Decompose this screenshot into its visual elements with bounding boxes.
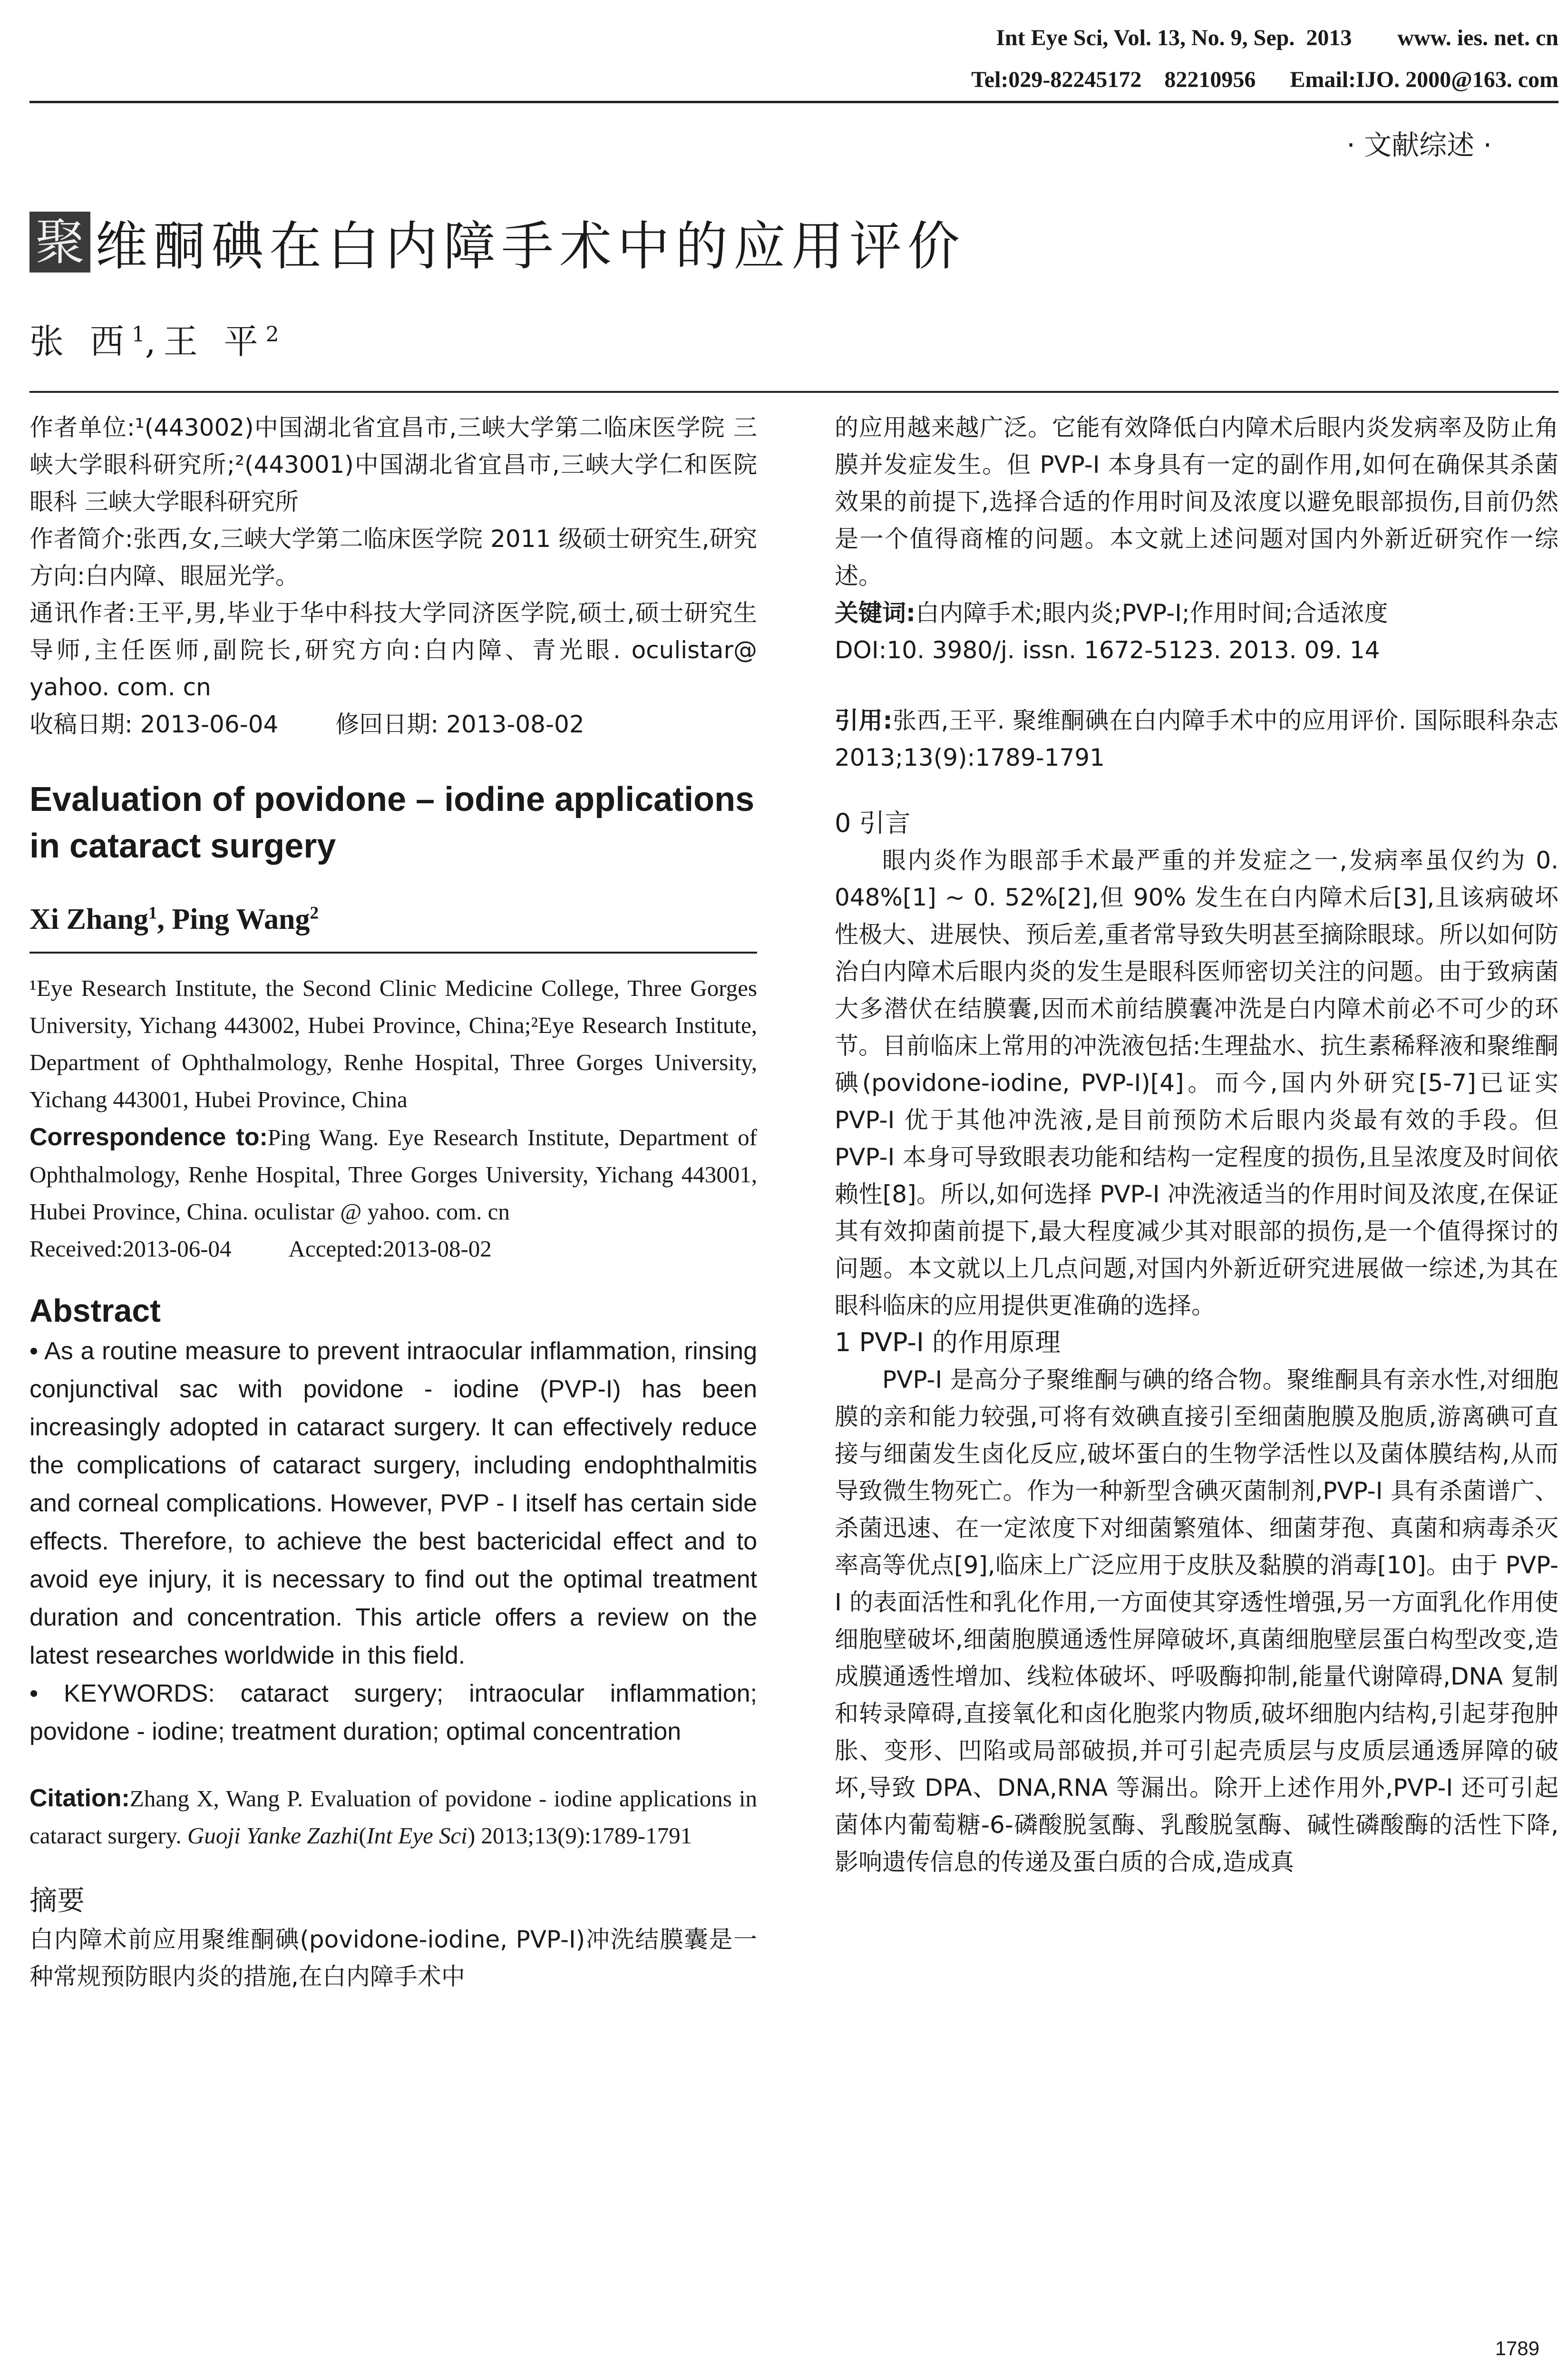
citation: Citation:Zhang X, Wang P. Evaluation of povidone - iodine applications in cataract surgery. Guoji Yanke Zazhi(Int Eye Sci) 2013;13(9):1789-1791: [29, 1784, 757, 1849]
author-en-1-sup: 1: [148, 903, 157, 923]
accepted-date-en: Accepted:2013-08-02: [288, 1236, 492, 1262]
citation-text: Zhang X, Wang P. Evaluation of povidone - iodine applications in cataract surgery.: [29, 1785, 757, 1849]
dates-zh: [29, 706, 757, 743]
dates-en: [29, 1230, 757, 1267]
article-title: [29, 205, 965, 280]
citation-tail: 2013;13(9):1789-1791: [481, 1822, 692, 1849]
page-number: 1789: [1495, 2337, 1539, 2359]
author-1: 张 西: [29, 321, 132, 361]
author-en-sep: ,: [157, 903, 172, 935]
section-tag: · 文献综述 ·: [1346, 129, 1492, 161]
authors-rule: [29, 391, 1558, 393]
section-0-text: 眼内炎作为眼部手术最严重的并发症之一,发病率虽仅约为 0. 048%[1] ~ 0. 52%[2],但 90% 发生在白内障术后[3],且该病破坏性极大、进展快、预后差,重者常导致失明甚至摘除眼球。所以如何防治白内障术后眼内炎的发生是眼科医师密切关注的问题。由于致病菌大多潜伏在结膜囊,因而术前结膜囊冲洗是白内障术前必不可少的环节。目前临床上常用的冲洗液包括:生理盐水、抗生素稀释液和聚维酮碘(povidone-iodine, PVP-I)[4]。而今,国内外研究[5-7]已证实 PVP-I 优于其他冲洗液,是目前预防术后眼内炎最有效的手段。但 PVP-I 本身可导致眼表功能和结构一定程度的损伤,且呈浓度及时间依赖性[8]。所以,如何选择 PVP-I 冲洗液适当的作用时间及浓度,在保证其有效抑菌前提下,最大程度减少其对眼部的损伤,是一个值得探讨的问题。本文就以上几点问题,对国内外新近研究进展做一综述,为其在眼科临床的应用提供更准确的选择。: [835, 847, 1558, 1319]
cite-zh-label: 引用:: [835, 707, 893, 734]
english-title: Evaluation of povidone – iodine applications in cataract surgery: [29, 780, 755, 865]
abstract-zh-start: 白内障术前应用聚维酮碘(povidone-iodine, PVP-I)冲洗结膜囊是一种常规预防眼内炎的措施,在白内障手术中: [29, 1926, 757, 1990]
doi: DOI:10. 3980/j. issn. 1672-5123. 2013. 09. 14: [835, 636, 1380, 664]
abstract-zh-continued: 的应用越来越广泛。它能有效降低白内障术后眼内炎发病率及防止角膜并发症发生。但 PVP-I 本身具有一定的副作用,如何在确保其杀菌效果的前提下,选择合适的作用时间及浓度以避免眼部损伤,目前仍然是一个值得商榷的问题。本文就上述问题对国内外新近研究作一综述。: [835, 414, 1558, 590]
abstract-text: • As a routine measure to prevent intraocular inflammation, rinsing conjunctival sac with povidone - iodine (PVP-I) has been increasingly adopted in cataract surgery. It can effectively reduce the complications of cataract surgery, including endophthalmitis and corneal complications. However, PVP - I itself has certain side effects. Therefore, to achieve the best bactericidal effect and to avoid eye injury, it is necessary to find out the optimal treatment duration and concentration. This article offers a review on the latest researches worldwide in this field.: [29, 1337, 757, 1669]
citation-label: Citation:: [29, 1784, 130, 1812]
correspondence-en: [29, 1118, 757, 1230]
section-1-heading: 1 PVP-I 的作用原理: [835, 1327, 1061, 1357]
left-column: [29, 409, 757, 1995]
abstract-heading: Abstract: [29, 1293, 161, 1329]
keywords-zh-label: 关键词:: [835, 599, 915, 627]
received-date-en: Received:2013-06-04: [29, 1236, 232, 1262]
abstract-zh-heading: 摘要: [29, 1884, 85, 1917]
affiliation-zh: 作者单位:¹(443002)中国湖北省宜昌市,三峡大学第二临床医学院 三峡大学眼科研究所;²(443001)中国湖北省宜昌市,三峡大学仁和医院眼科 三峡大学眼科研究所: [29, 414, 757, 516]
journal-header-line1: Int Eye Sci, Vol. 13, No. 9, Sep. 2013 www. ies. net. cn: [996, 25, 1558, 50]
author-bio-zh: 作者简介:张西,女,三峡大学第二临床医学院 2011 级硕士研究生,研究方向:白内障、眼屈光学。: [29, 525, 757, 590]
cite-zh: [835, 702, 1558, 776]
section-1-text: PVP-I 是高分子聚维酮与碘的络合物。聚维酮具有亲水性,对细胞膜的亲和能力较强,可将有效碘直接引至细菌胞膜及胞质,游离碘可直接与细菌发生卤化反应,破坏蛋白的生物学活性以及菌体膜结构,从而导致微生物死亡。作为一种新型含碘灭菌制剂,PVP-I 具有杀菌谱广、杀菌迅速、在一定浓度下对细菌繁殖体、细菌芽孢、真菌和病毒杀灭率高等优点[9],临床上广泛应用于皮肤及黏膜的消毒[10]。由于 PVP-I 的表面活性和乳化作用,一方面使其穿透性增强,另一方面乳化作用使细胞壁破坏,细菌胞膜通透性屏障破坏,真菌细胞壁层蛋白构型改变,造成膜通透性增加、线粒体破坏、呼吸酶抑制,能量代谢障碍,DNA 复制和转录障碍,直接氧化和卤化胞浆内物质,破坏细胞内结构,引起芽孢肿胀、变形、凹陷或局部破损,并可引起壳质层与皮质层通透屏障的破坏,导致 DPA、DNA,RNA 等漏出。除开上述作用外,PVP-I 还可引起菌体内葡萄糖-6-磷酸脱氢酶、乳酸脱氢酶、碱性磷酸酶的活性下降,影响遗传信息的传递及蛋白质的合成,造成真: [835, 1366, 1558, 1876]
right-column: [835, 409, 1558, 1880]
affiliation-en: ¹Eye Research Institute, the Second Clinic Medicine College, Three Gorges University, Yichang 443002, Hubei Province, China;²Eye Research Institute, Department of Ophthalmology, Renhe Hospital, Three Gorges University, Yichang 443001, Hubei Province, China: [29, 975, 757, 1112]
keywords-zh: [835, 594, 1558, 632]
citation-journal-en: Int Eye Sci: [366, 1822, 467, 1849]
author-en-2-sup: 2: [310, 903, 319, 923]
revised-date-zh: 修回日期: 2013-08-02: [335, 711, 584, 738]
header-rule: [29, 101, 1558, 103]
english-authors-rule: [29, 952, 757, 954]
cite-zh-text: 张西,王平. 聚维酮碘在白内障手术中的应用评价. 国际眼科杂志 2013;13(9):1789-1791: [835, 707, 1558, 771]
author-2-sup: 2: [265, 322, 279, 347]
keywords-zh-text: 白内障手术;眼内炎;PVP-I;作用时间;合适浓度: [915, 599, 1388, 627]
author-en-1: Xi Zhang: [29, 903, 148, 935]
author-2: 王 平: [163, 321, 266, 361]
author-en-2: Ping Wang: [172, 903, 310, 935]
title-first-char: 聚: [29, 212, 90, 273]
journal-header-line2: Tel:029-82245172 82210956 Email:IJO. 2000@163. com: [971, 67, 1558, 92]
keywords-en: • KEYWORDS: cataract surgery; intraocular inflammation; povidone - iodine; treatment duration; optimal concentration: [29, 1680, 757, 1745]
received-date-zh: 收稿日期: 2013-06-04: [29, 711, 279, 738]
correspondence-label: Correspondence to:: [29, 1123, 268, 1151]
correspondence-zh: 通讯作者:王平,男,毕业于华中科技大学同济医学院,硕士,硕士研究生导师,主任医师,副院长,研究方向:白内障、青光眼. oculistar@ yahoo. com. cn: [29, 599, 757, 701]
author-1-sup: 1: [131, 322, 145, 347]
citation-journal: Guoji Yanke Zazhi: [187, 1822, 359, 1849]
author-sep: ,: [145, 321, 164, 361]
title-text: 维酮碘在白内障手术中的应用评价: [95, 216, 965, 277]
authors-zh: [29, 314, 279, 363]
section-0-heading: 0 引言: [835, 808, 911, 838]
correspondence-text: Ping Wang. Eye Research Institute, Department of Ophthalmology, Renhe Hospital, Three Gorges University, Yichang 443001, Hubei Province, China. oculistar @ yahoo. com. cn: [29, 1124, 757, 1225]
authors-en: [29, 903, 757, 936]
